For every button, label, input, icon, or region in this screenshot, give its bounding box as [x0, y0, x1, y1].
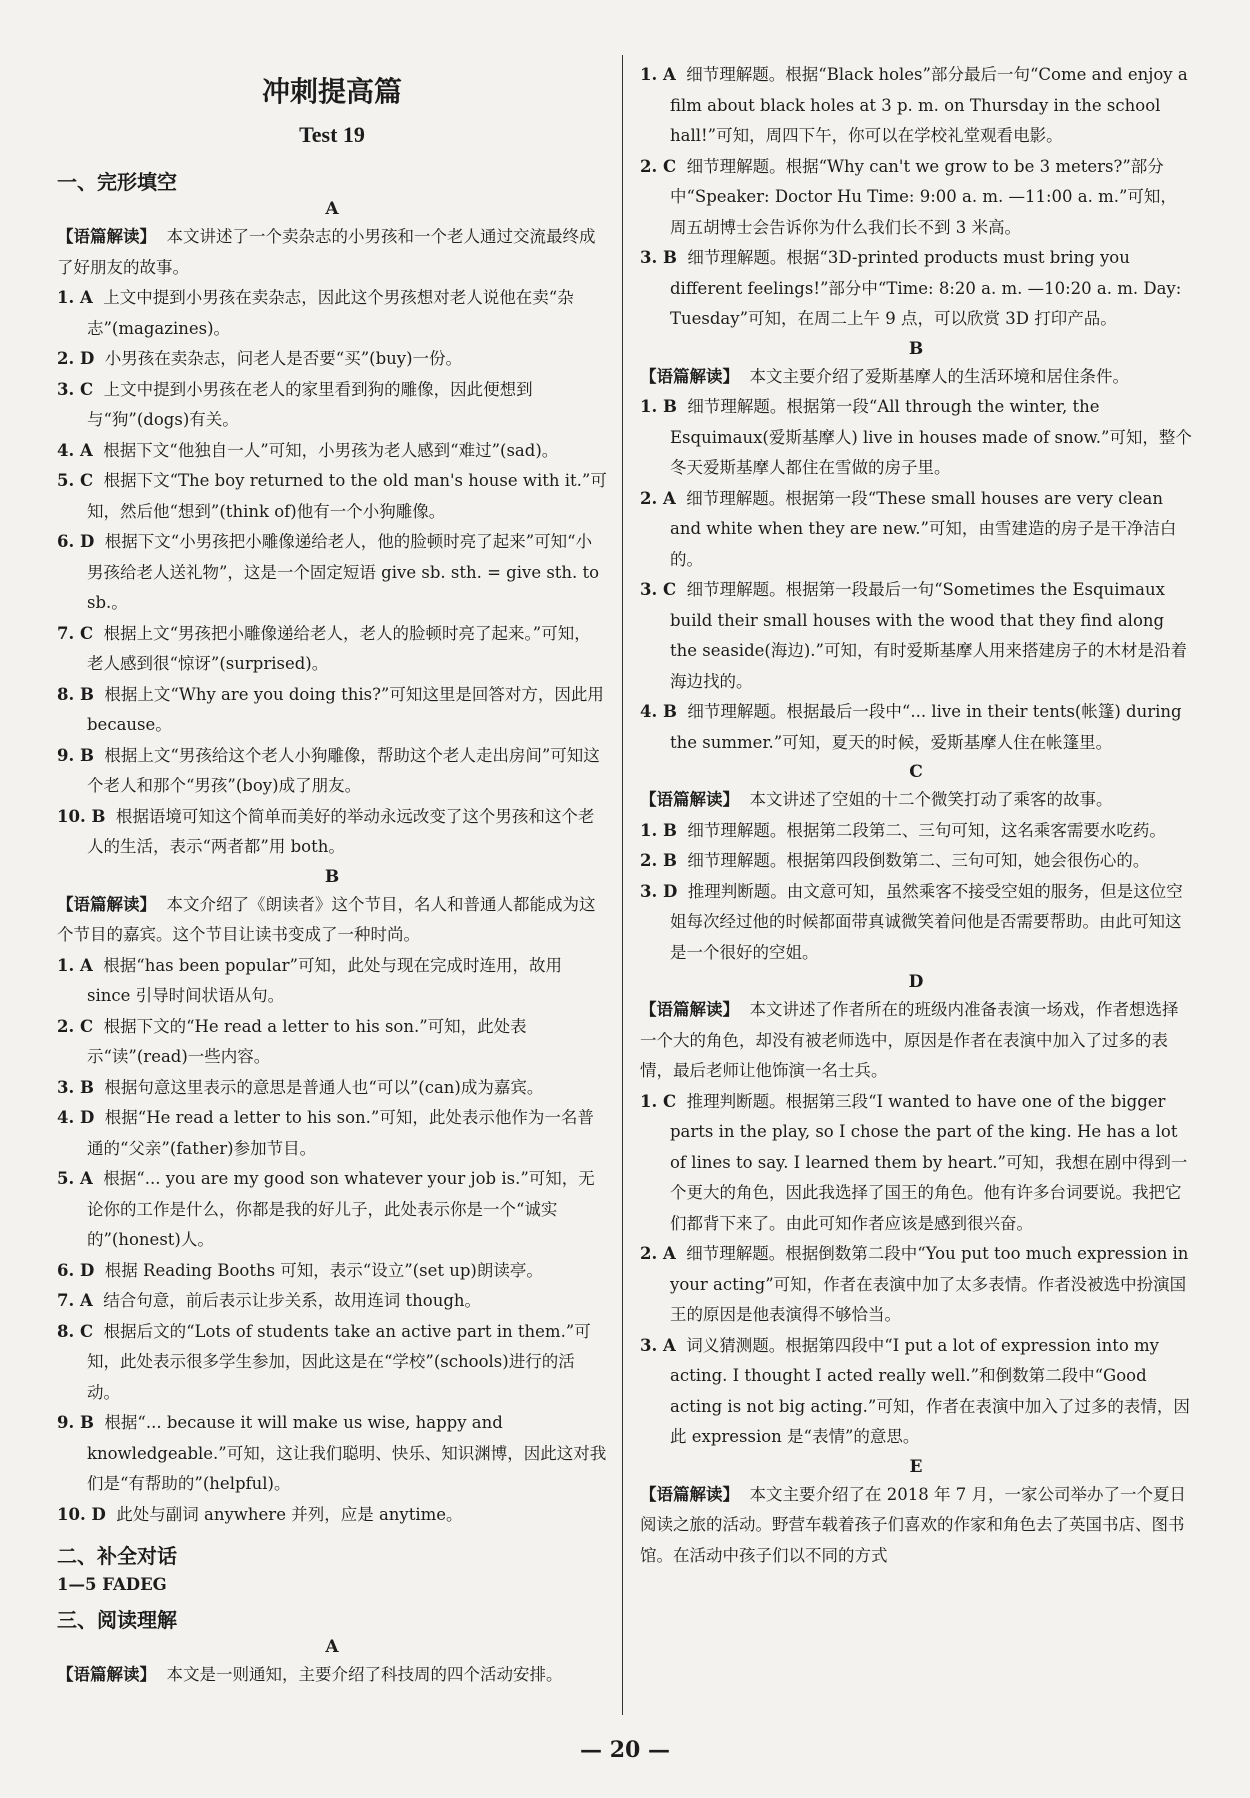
answer-item	[57, 283, 607, 344]
answer-number: 7. A	[57, 1291, 93, 1310]
answer-explanation: 推理判断题。根据第三段“I wanted to have one of the bigger parts in the play, so I chose the part of the king. He has a lot of lines to say. I learned them by heart.”可知，我想在剧中得到一个更大的角色，因此我选择了国王的角色。他有许多台词要说。我把它们都背下来了。由此可知作者应该是感到很兴奋。	[670, 1091, 1188, 1233]
answer-explanation: 小男孩在卖杂志，问老人是否要“买”(buy)一份。	[104, 349, 463, 368]
answer-explanation: 根据“... you are my good son whatever your job is.”可知，无论你的工作是什么，你都是我的好儿子，此处表示你是一个“诚实的”(honest)人。	[87, 1169, 595, 1249]
answer-explanation: 细节理解题。根据第一段“These small houses are very clean and white when they are new.”可知，由雪建造的房子是干净洁白的。	[670, 488, 1177, 569]
answer-item	[57, 1256, 607, 1287]
answer-number: 1. A	[57, 955, 93, 975]
answer-explanation: 此处与副词 anywhere 并列，应是 anytime。	[116, 1504, 463, 1524]
answer-number: 10. B	[57, 806, 106, 826]
answer-explanation: 细节理解题。根据第二段第二、三句可知，这名乘客需要水吃药。	[687, 820, 1166, 840]
answer-number: 10. D	[57, 1504, 106, 1524]
answer-item	[57, 1500, 607, 1531]
answer-item	[57, 527, 607, 619]
answer-number: 1. C	[640, 1091, 677, 1111]
page-title: 冲刺提高篇	[261, 75, 402, 108]
answer-explanation: 根据下文“他独自一人”可知，小男孩为老人感到“难过”(sad)。	[103, 440, 559, 460]
answer-number: 4. D	[57, 1108, 95, 1127]
answer-explanation: 根据句意这里表示的意思是普通人也“可以”(can)成为嘉宾。	[104, 1077, 544, 1097]
answer-explanation: 细节理解题。根据第四段倒数第二、三句可知，她会很伤心的。	[687, 851, 1150, 870]
answer-item	[57, 619, 607, 680]
answer-explanation: 根据 Reading Booths 可知，表示“设立”(set up)朗读亭。	[104, 1260, 543, 1280]
answer-item	[57, 466, 607, 527]
passage-intro: 【语篇解读】 本文主要介绍了爱斯基摩人的生活环境和居住条件。	[640, 366, 1129, 386]
answer-explanation: 细节理解题。根据第一段最后一句“Sometimes the Esquimaux build their small houses with the wood that they find along the seaside(海边).”可知，有时爱斯基摩人用来搭建房子的木材是沿着海边找的。	[670, 580, 1187, 691]
answer-number: 1. B	[640, 397, 677, 416]
answer-number: 1. A	[57, 288, 93, 307]
answer-item	[57, 1317, 607, 1409]
answer-list	[57, 951, 607, 1531]
passage-intro: 【语篇解读】 本文主要介绍了在 2018 年 7 月，一家公司举办了一个夏日阅读之旅的活动。野营车载着孩子们喜欢的作家和角色去了英国书店、图书馆。在活动中孩子们以不同的方式	[640, 1484, 1186, 1565]
answer-number: 4. B	[640, 702, 677, 721]
page-number: — 20 —	[580, 1737, 670, 1763]
answer-item	[57, 1286, 607, 1317]
answer-item	[57, 680, 607, 741]
answer-item	[640, 152, 1192, 244]
answer-item	[640, 697, 1192, 758]
answer-item	[57, 951, 607, 1012]
answer-number: 3. B	[640, 248, 677, 267]
answer-explanation: 细节理解题。根据倒数第二段中“You put too much expression in your acting”可知，作者在表演中加了太多表情。作者没被选中扮演国王的原因是他表演得不够恰当。	[670, 1244, 1189, 1324]
answer-explanation: 根据语境可知这个简单而美好的举动永远改变了这个男孩和这个老人的生活，表示“两者都”用 both。	[87, 806, 595, 856]
answer-item	[640, 243, 1192, 335]
answer-explanation: 根据下文“小男孩把小雕像递给老人，他的脸顿时亮了起来”可知“小男孩给老人送礼物”，这是一个固定短语 give sb. sth. = give sth. to sb.。	[87, 532, 600, 612]
answer-number: 3. A	[640, 1335, 676, 1355]
passage-letter: C	[909, 762, 923, 782]
answer-number: 3. C	[640, 580, 677, 599]
answer-explanation: 根据“has been popular”可知，此处与现在完成时连用，故用 since 引导时间状语从句。	[87, 955, 562, 1005]
answer-item	[640, 392, 1192, 484]
answer-explanation: 细节理解题。根据“3D-printed products must bring you different feelings!”部分中“Time: 8:20 a. m. —10:20 a. m. Day: Tuesday”可知，在周二上午 9 点，可以欣赏 3D 打印产品。	[670, 248, 1182, 328]
answer-number: 3. C	[57, 379, 94, 399]
left-column	[57, 60, 607, 1691]
answer-item	[57, 1012, 607, 1073]
answer-number: 7. C	[57, 623, 94, 643]
answer-explanation: 细节理解题。根据“Why can't we grow to be 3 meters?”部分中“Speaker: Doctor Hu Time: 9:00 a. m. —11:00 a. m.”可知，周五胡博士会告诉你为什么我们长不到 3 米高。	[670, 156, 1177, 237]
answer-number: 5. A	[57, 1169, 93, 1188]
answer-number: 6. D	[57, 1260, 95, 1280]
answer-list	[57, 283, 607, 863]
answer-number: 8. B	[57, 684, 94, 704]
answer-item	[640, 846, 1192, 877]
answer-list	[640, 1087, 1192, 1453]
answer-number: 4. A	[57, 440, 93, 460]
answer-number: 2. A	[640, 1244, 676, 1263]
passage-letter: D	[908, 972, 924, 992]
answer-explanation: 推理判断题。由文意可知，虽然乘客不接受空姐的服务，但是这位空姐每次经过他的时候都面带真诚微笑着问他是否需要帮助。由此可知这是一个很好的空姐。	[670, 881, 1183, 962]
answer-number: 8. C	[57, 1321, 94, 1341]
answer-item	[640, 816, 1192, 847]
answer-explanation: 根据下文的“He read a letter to his son.”可知，此处表示“读”(read)一些内容。	[87, 1016, 527, 1066]
answer-number: 1. A	[640, 65, 676, 84]
answer-number: 3. D	[640, 881, 678, 901]
answer-number: 2. C	[57, 1016, 94, 1036]
answer-item	[640, 1239, 1192, 1331]
answer-number: 2. D	[57, 349, 95, 368]
answer-item	[57, 1103, 607, 1164]
answer-item	[57, 344, 607, 375]
answer-item	[640, 1087, 1192, 1240]
passage-intro: 【语篇解读】 本文是一则通知，主要介绍了科技周的四个活动安排。	[57, 1665, 563, 1684]
passage-intro: 【语篇解读】 本文讲述了作者所在的班级内准备表演一场戏，作者想选择一个大的角色，却没有被老师选中，原因是作者在表演中加入了过多的表情，最后老师让他饰演一名士兵。	[640, 1000, 1179, 1080]
section-cloze-heading: 一、完形填空	[57, 170, 177, 194]
answer-item	[57, 1164, 607, 1256]
passage-letter: A	[325, 199, 339, 219]
passage-letter: B	[908, 338, 924, 359]
passage-letter: B	[324, 866, 340, 887]
passage-letter: A	[325, 1637, 339, 1657]
passage-intro: 【语篇解读】 本文讲述了空姐的十二个微笑打动了乘客的故事。	[640, 790, 1113, 809]
passage-intro: 【语篇解读】 本文讲述了一个卖杂志的小男孩和一个老人通过交流最终成了好朋友的故事。	[57, 227, 596, 277]
answer-explanation: 根据上文“男孩把小雕像递给老人，老人的脸顿时亮了起来。”可知，老人感到很“惊讶”(surprised)。	[87, 623, 591, 673]
answer-number: 9. B	[57, 1413, 94, 1432]
answer-explanation: 根据上文“男孩给这个老人小狗雕像，帮助这个老人走出房间”可知这个老人和那个“男孩”(boy)成了朋友。	[87, 745, 600, 795]
column-divider	[622, 55, 623, 1715]
answer-item	[57, 741, 607, 802]
answer-explanation: 根据“... because it will make us wise, happy and knowledgeable.”可知，这让我们聪明、快乐、知识渊博，因此这对我们是“有帮助的”(helpful)。	[87, 1413, 607, 1493]
answer-number: 2. A	[640, 488, 676, 508]
answer-explanation: 细节理解题。根据最后一段中“... live in their tents(帐篷) during the summer.”可知，夏天的时候，爱斯基摩人住在帐篷里。	[670, 702, 1182, 752]
answer-explanation: 根据下文“The boy returned to the old man's house with it.”可知，然后他“想到”(think of)他有一个小狗雕像。	[87, 471, 607, 521]
passage-intro: 【语篇解读】 本文介绍了《朗读者》这个节目，名人和普通人都能成为这个节目的嘉宾。这个节目让读书变成了一种时尚。	[57, 894, 596, 944]
answer-number: 2. B	[640, 851, 677, 870]
answer-explanation: 结合句意，前后表示让步关系，故用连词 though。	[103, 1291, 482, 1310]
answer-number: 1. B	[640, 820, 677, 840]
answer-explanation: 上文中提到小男孩在卖杂志，因此这个男孩想对老人说他在卖“杂志”(magazines)。	[87, 288, 574, 338]
answer-number: 6. D	[57, 532, 95, 551]
answer-explanation: 根据上文“Why are you doing this?”可知这里是回答对方，因此用 because。	[87, 684, 604, 734]
answer-item	[57, 436, 607, 467]
answer-list	[640, 60, 1192, 335]
right-column	[640, 60, 1192, 1571]
answer-list	[640, 392, 1192, 758]
answer-item	[57, 802, 607, 863]
section-reading-heading: 三、阅读理解	[57, 1608, 177, 1632]
answer-explanation: 根据“He read a letter to his son.”可知，此处表示他作为一名普通的“父亲”(father)参加节目。	[87, 1108, 594, 1158]
answer-item	[640, 1331, 1192, 1453]
answer-item	[57, 375, 607, 436]
answer-explanation: 根据后文的“Lots of students take an active part in them.”可知，此处表示很多学生参加，因此这是在“学校”(schools)进行的活动。	[87, 1321, 591, 1402]
answer-item	[640, 877, 1192, 969]
dialogue-answers: 1—5 FADEG	[57, 1575, 167, 1594]
answer-explanation: 细节理解题。根据第一段“All through the winter, the Esquimaux(爱斯基摩人) live in houses made of snow.”可知，整个冬天爱斯基摩人都住在雪做的房子里。	[670, 397, 1192, 477]
test-title: Test 19	[299, 122, 365, 147]
passage-letter: E	[909, 1456, 923, 1477]
answer-number: 2. C	[640, 156, 677, 176]
answer-number: 9. B	[57, 745, 94, 765]
answer-item	[57, 1073, 607, 1104]
answer-explanation: 细节理解题。根据“Black holes”部分最后一句“Come and enjoy a film about black holes at 3 p. m. on Thursday in the school hall!”可知，周四下午，你可以在学校礼堂观看电影。	[670, 65, 1188, 145]
section-dialogue-heading: 二、补全对话	[57, 1544, 177, 1568]
answer-item	[57, 1408, 607, 1500]
answer-number: 3. B	[57, 1077, 94, 1097]
answer-number: 5. C	[57, 471, 94, 490]
answer-item	[640, 575, 1192, 697]
answer-item	[640, 60, 1192, 152]
answer-explanation: 词义猜测题。根据第四段中“I put a lot of expression into my acting. I thought I acted really well.”和倒数第二段中“Good acting is not big acting.”可知，作者在表演中加入了过多的表情，因此 expression 是“表情”的意思。	[670, 1335, 1190, 1446]
answer-item	[640, 484, 1192, 576]
answer-list	[640, 816, 1192, 969]
answer-explanation: 上文中提到小男孩在老人的家里看到狗的雕像，因此便想到与“狗”(dogs)有关。	[87, 379, 533, 429]
